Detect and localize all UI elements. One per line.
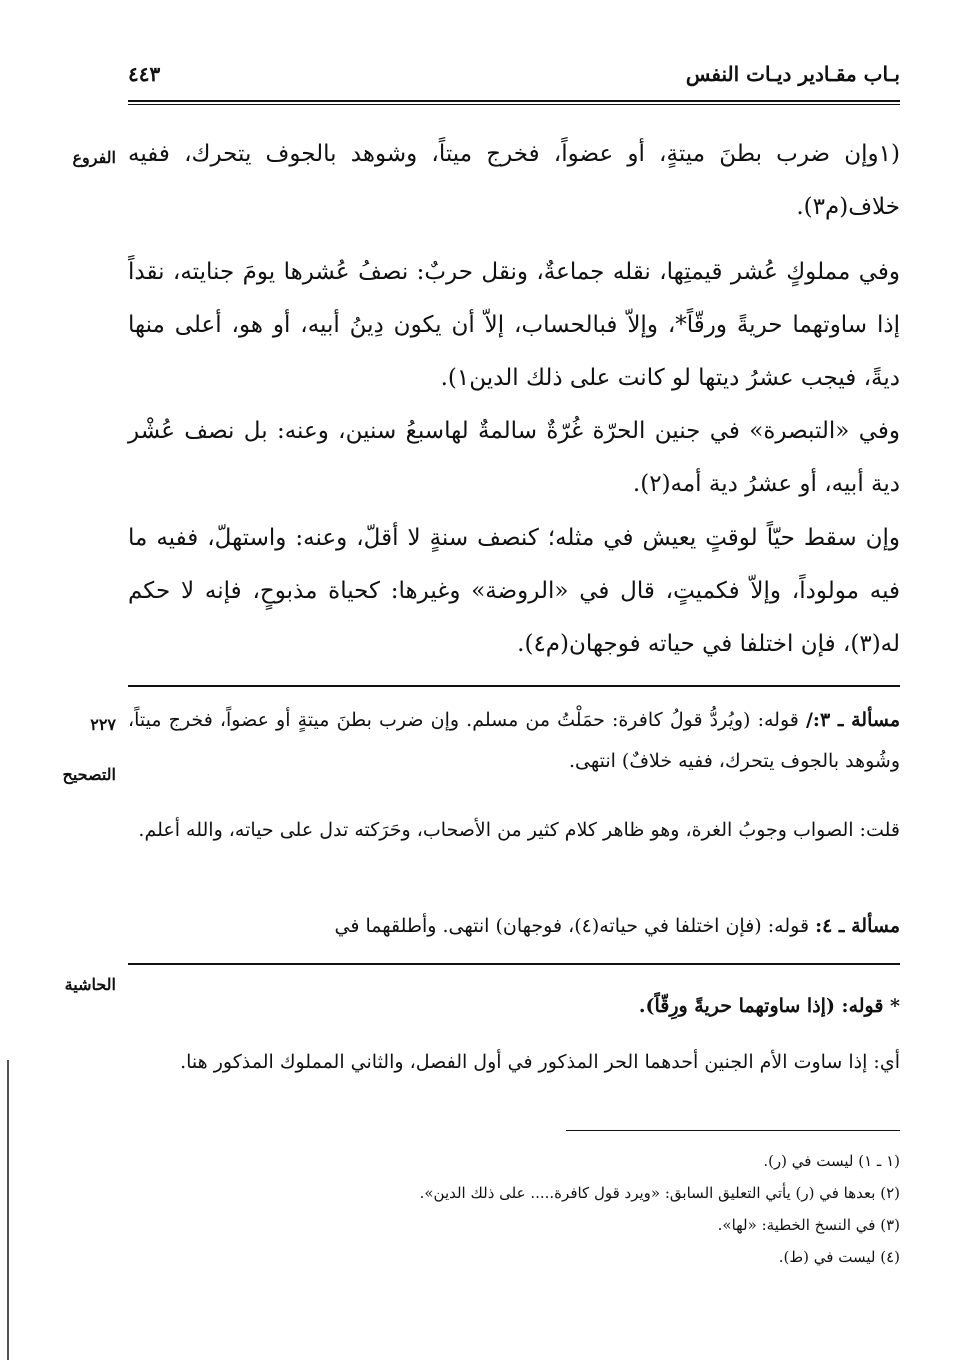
main-paragraph-4: وإن سقط حيّاً لوقتٍ يعيش في مثله؛ كنصف سنةٍ لا أقلّ، وعنه: واستهلّ، ففيه ما فيه مولوداً، وإلاّ فكميتٍ، قال في «الروضة» وغيرها: كحياة مذبوحٍ، فإنه لا حكم له(٣)، فإن اختلفا في حياته فوجهان(م٤). <box>128 525 900 657</box>
footnote-3: (٣) في النسخ الخطية: «لها». <box>717 1216 900 1234</box>
hashiya-heading: * قوله: (إذا ساوتهما حريةً ورِقّاً). <box>638 995 900 1017</box>
page-header <box>128 62 900 96</box>
hashiya-paragraph: أي: إذا ساوت الأم الجنين أحدهما الحر المذكور في أول الفصل، والثاني المملوك المذكور هنا. <box>180 1051 900 1073</box>
section-separator-hashiya <box>128 963 900 965</box>
footnote-rule <box>566 1130 900 1131</box>
tashih-paragraph-3 <box>128 906 900 947</box>
issue-label-4: مسألة ـ ٤: <box>815 915 900 937</box>
margin-label-tashih: التصحيح <box>62 765 116 784</box>
margin-ref-number: ٢٢٧ <box>90 715 116 734</box>
page-edge-line <box>7 1060 9 1360</box>
issue-text-4: قوله: (فإن اختلفا في حياته(٤)، فوجهان) انتهى. وأطلقهما في <box>334 915 816 937</box>
footnote-4: (٤) ليست في (ط). <box>778 1248 900 1266</box>
footnotes <box>128 1145 900 1273</box>
main-paragraph-1: (١وإن ضرب بطنَ ميتةٍ، أو عضواً، فخرج ميتاً، وشوهد بالجوف يتحرك، ففيه خلاف(م٣). <box>128 141 900 220</box>
tashih-paragraph-1 <box>128 700 900 782</box>
section-separator-tashih <box>128 685 900 687</box>
margin-label-furu: الفروع <box>72 148 116 167</box>
page-number: ٤٤٣ <box>128 62 161 86</box>
margin-label-hashiya: الحاشية <box>64 975 116 994</box>
issue-label-3: مسألة ـ ٣:/ <box>805 709 900 731</box>
header-rule-thin <box>128 104 900 105</box>
main-paragraph-3: وفي «التبصرة» في جنين الحرّة غُرّةٌ سالمةٌ لهاسبعُ سنين، وعنه: بل نصف عُشْر دية أبيه، أو عشرُ دية أمه(٢). <box>128 418 900 497</box>
running-title: بـاب مقـادير ديـات النفس <box>685 62 900 86</box>
issue-text-3: قوله: (ويُردُّ قولُ كافرة: حمَلْتُ من مسلم. وإن ضرب بطنَ ميتةٍ أو عضواً، فخرج ميتاً، وشُوهد بالجوف يتحرك، ففيه خلافٌ) انتهى. <box>128 709 900 772</box>
header-rule <box>128 100 900 102</box>
footnote-2: (٢) بعدها في (ر) يأتي التعليق السابق: «ويرد قول كافرة..... على ذلك الدين». <box>419 1184 900 1202</box>
footnote-1: (١ ـ ١) ليست في (ر). <box>763 1152 900 1170</box>
tashih-paragraph-2: قلت: الصواب وجوبُ الغرة، وهو ظاهر كلام كثير من الأصحاب، وحَرَكته تدل على حياته، والله أعلم. <box>138 819 900 841</box>
main-paragraph-2: وفي مملوكٍ عُشر قيمتِها، نقله جماعةٌ، ونقل حربٌ: نصفُ عُشرها يومَ جنايته، نقداً إذا ساوتهما حريةً ورقّاً*، وإلاّ فبالحساب، إلاّ أن يكون دِينُ أبيه، أو هو، أعلى منها ديةً، فيجب عشرُ ديتها لو كانت على ذلك الدين١). <box>128 259 900 391</box>
